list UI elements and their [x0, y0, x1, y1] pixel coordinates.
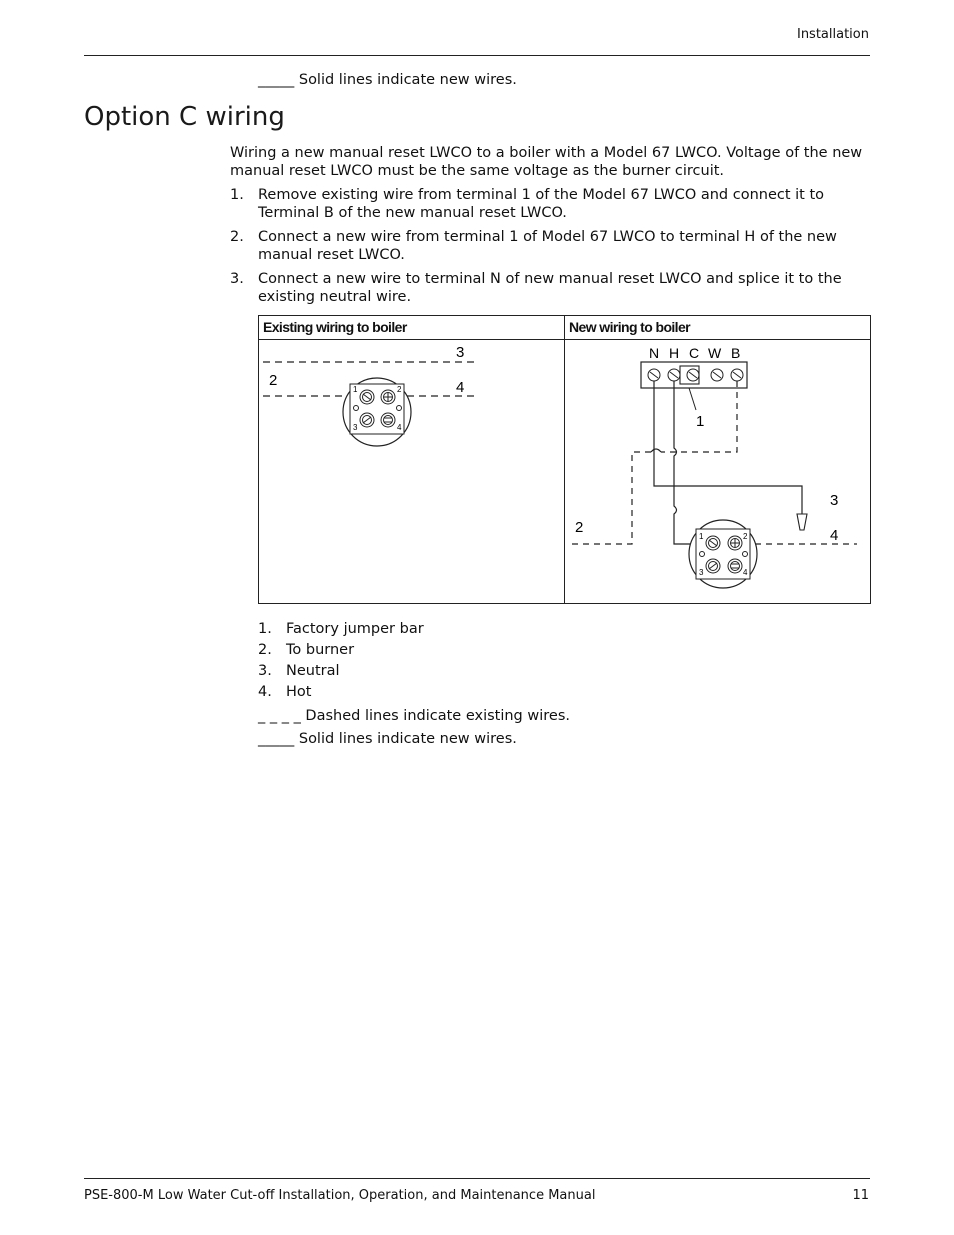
switch-terminal-1: 1 [699, 532, 704, 541]
legend-text: Factory jumper bar [286, 621, 424, 637]
legend-text: Neutral [286, 663, 340, 679]
dashed-lines-note: _ _ _ _ Dashed lines indicate existing wires. [258, 708, 570, 724]
terminal-label-w: W [708, 345, 722, 361]
switch-terminal-2: 2 [743, 532, 748, 541]
legend-number: 1. [258, 621, 272, 637]
step-item [230, 186, 870, 222]
switch-terminal-3: 3 [699, 568, 704, 577]
new-wiring-diagram [565, 340, 870, 603]
existing-wiring-svg [259, 340, 564, 603]
callout-2: 2 [575, 519, 584, 536]
callout-4: 4 [456, 379, 465, 396]
legend-number: 4. [258, 684, 272, 700]
switch-terminal-1: 1 [353, 385, 358, 394]
terminal-label-h: H [669, 345, 680, 361]
step-text: Remove existing wire from terminal 1 of the Model 67 LWCO and connect it to Terminal B of the new manual reset LWCO. [258, 187, 825, 221]
step-number: 1. [230, 187, 244, 203]
step-item [230, 270, 870, 306]
step-text: Connect a new wire from terminal 1 of Model 67 LWCO to terminal H of the new manual reset LWCO. [258, 229, 837, 263]
terminal-label-b: B [731, 345, 741, 361]
terminal-label-n: N [649, 345, 660, 361]
legend-number: 2. [258, 642, 272, 658]
model-67-switch-icon [689, 520, 757, 588]
callout-1: 1 [696, 413, 705, 430]
step-number: 2. [230, 229, 244, 245]
existing-wiring-title: Existing wiring to boiler [263, 319, 407, 335]
callout-2: 2 [269, 372, 278, 389]
switch-terminal-4: 4 [397, 423, 402, 432]
callout-3: 3 [456, 344, 465, 361]
top-note: _____ Solid lines indicate new wires. [258, 72, 517, 88]
legend-number: 3. [258, 663, 272, 679]
section-label: Installation [796, 27, 869, 42]
solid-lines-note: _____ Solid lines indicate new wires. [258, 731, 517, 747]
page-number: 11 [852, 1188, 869, 1203]
header-rule [84, 55, 870, 56]
switch-terminal-2: 2 [397, 385, 402, 394]
model-67-switch-icon [343, 378, 411, 446]
callout-4: 4 [830, 527, 839, 544]
switch-terminal-4: 4 [743, 568, 748, 577]
switch-terminal-3: 3 [353, 423, 358, 432]
new-wiring-title: New wiring to boiler [569, 319, 691, 335]
terminal-label-c: C [689, 345, 700, 361]
new-wiring-svg [565, 340, 870, 603]
footer-title: PSE-800-M Low Water Cut-off Installation, Operation, and Maintenance Manual [84, 1188, 596, 1203]
legend-text: To burner [286, 642, 355, 658]
step-number: 3. [230, 271, 244, 287]
legend-text: Hot [286, 684, 312, 700]
callout-3: 3 [830, 492, 839, 509]
wiring-figure-table [258, 315, 871, 604]
existing-wiring-diagram [259, 340, 564, 603]
terminal-block-icon [641, 362, 747, 388]
step-text: Connect a new wire to terminal N of new manual reset LWCO and splice it to the existing neutral wire. [258, 271, 842, 305]
footer-rule [84, 1178, 870, 1179]
intro-paragraph: Wiring a new manual reset LWCO to a boiler with a Model 67 LWCO. Voltage of the new manual reset LWCO must be the same voltage as the burner circuit. [230, 145, 863, 179]
page-title: Option C wiring [84, 102, 285, 132]
step-item [230, 228, 870, 264]
